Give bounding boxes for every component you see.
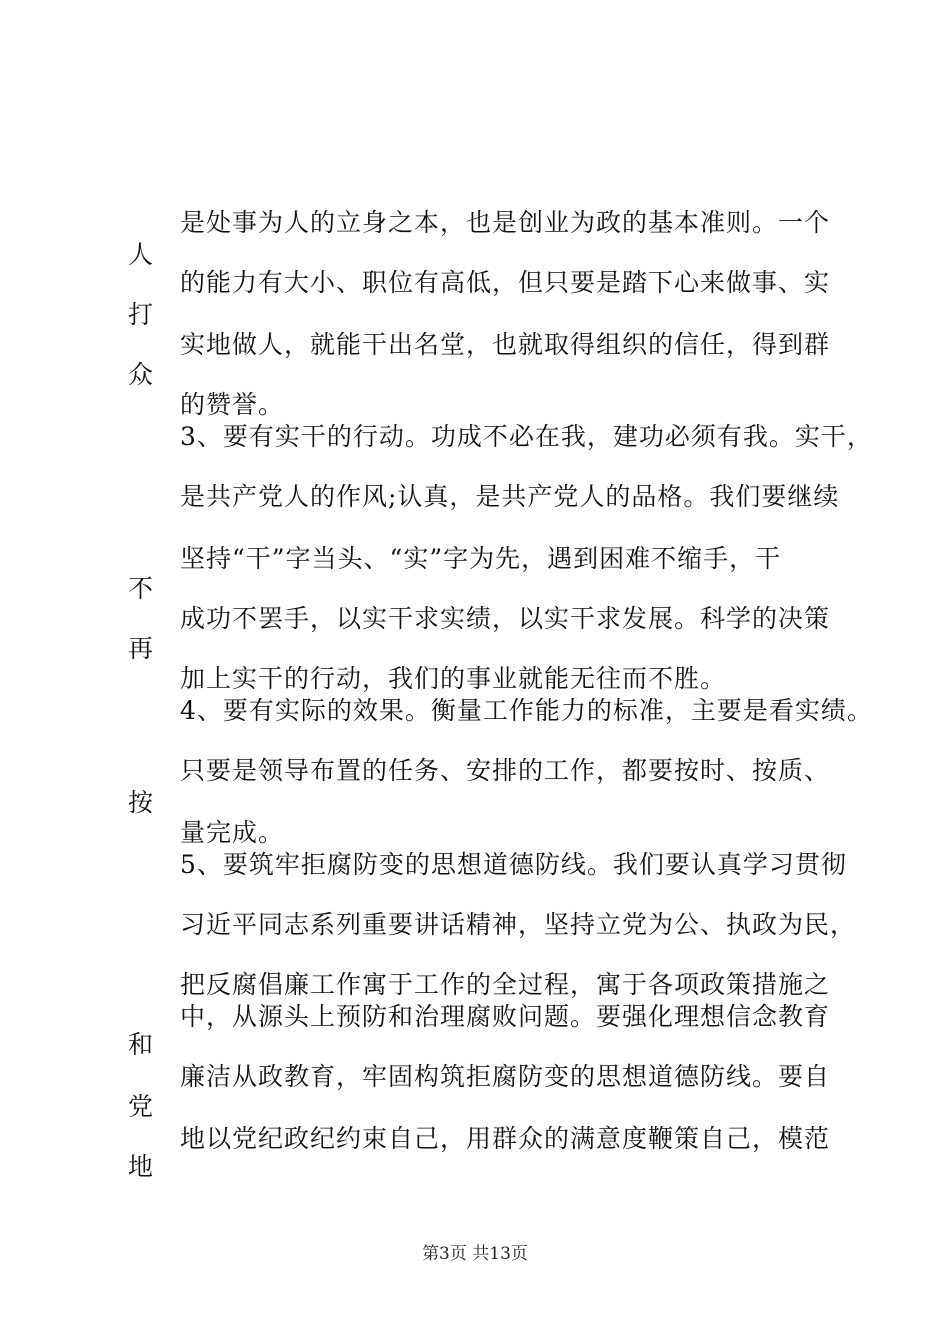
body-text-line: 的赞誉。 xyxy=(180,390,285,419)
body-text-line: 成功不罢手，以实干求实绩，以实干求发展。科学的决策 xyxy=(180,604,831,633)
body-text-line: 廉洁从政教育，牢固构筑拒腐防变的思想道德防线。要自 xyxy=(180,1062,831,1091)
body-text-line: 是共产党人的作风;认真，是共产党人的品格。我们要继续 xyxy=(180,482,840,511)
body-text-line: 地以党纪政纪约束自己，用群众的满意度鞭策自己，模范 xyxy=(180,1124,831,1153)
margin-character: 党 xyxy=(128,1092,154,1121)
body-text-line: 坚持“干”字当头、“实”字为先，遇到困难不缩手，干 xyxy=(180,544,782,573)
body-text-line: 实地做人，就能干出名堂，也就取得组织的信任，得到群 xyxy=(180,330,831,359)
body-text-line: 的能力有大小、职位有高低，但只要是踏下心来做事、实 xyxy=(180,268,831,297)
page-footer: 第3页 共13页 xyxy=(422,1244,528,1264)
margin-character: 和 xyxy=(128,1030,154,1059)
body-text-line: 中，从源头上预防和治理腐败问题。要强化理想信念教育 xyxy=(180,1002,831,1031)
margin-character: 再 xyxy=(128,634,154,663)
body-text-line: 4、要有实际的效果。衡量工作能力的标准，主要是看实绩。 xyxy=(180,696,873,725)
body-text-line: 5、要筑牢拒腐防变的思想道德防线。我们要认真学习贯彻 xyxy=(180,850,847,879)
body-text-line: 加上实干的行动，我们的事业就能无往而不胜。 xyxy=(180,664,727,693)
margin-character: 地 xyxy=(128,1152,154,1181)
body-text-line: 是处事为人的立身之本，也是创业为政的基本准则。一个 xyxy=(180,208,831,237)
body-text-line: 习近平同志系列重要讲话精神，坚持立党为公、执政为民， xyxy=(180,910,857,939)
body-text-line: 3、要有实干的行动。功成不必在我，建功必须有我。实干， xyxy=(180,422,873,451)
margin-character: 打 xyxy=(128,300,154,329)
margin-character: 众 xyxy=(128,360,154,389)
margin-character: 人 xyxy=(128,240,154,269)
body-text-line: 把反腐倡廉工作寓于工作的全过程，寓于各项政策措施之 xyxy=(180,970,831,999)
margin-character: 按 xyxy=(128,788,154,817)
body-text-line: 量完成。 xyxy=(180,818,285,847)
margin-character: 不 xyxy=(128,574,154,603)
body-text-line: 只要是领导布置的任务、安排的工作，都要按时、按质、 xyxy=(180,756,831,785)
